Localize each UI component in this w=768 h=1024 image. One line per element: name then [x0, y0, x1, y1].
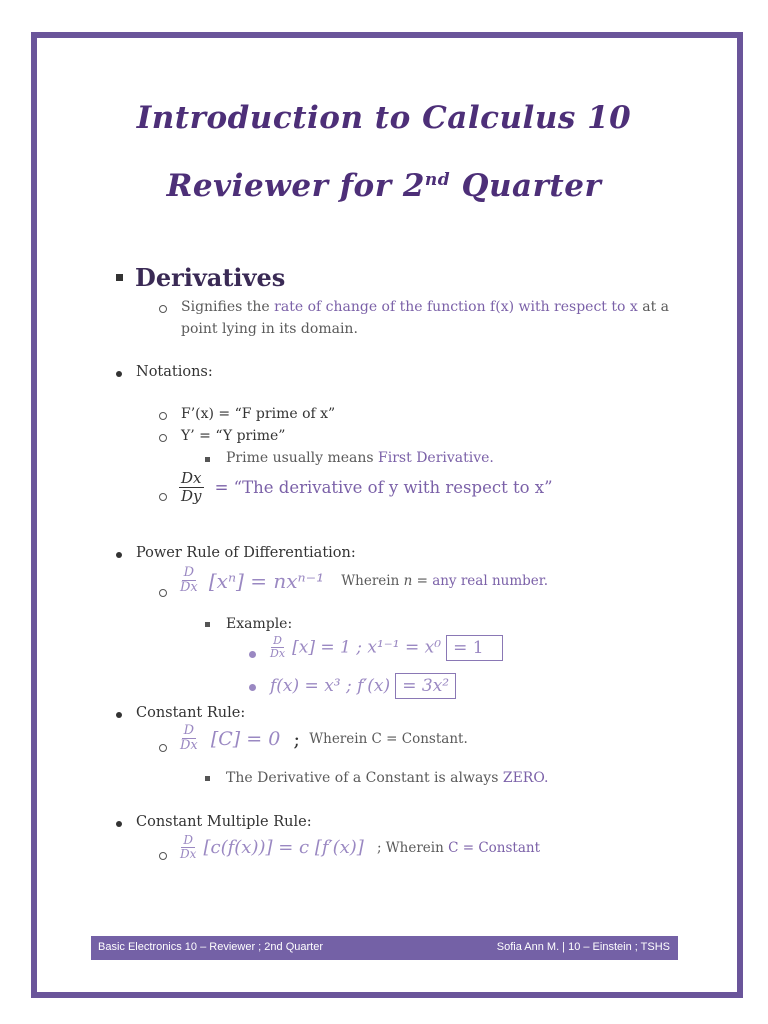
definition-line-1 — [181, 299, 669, 315]
cmult-wherein-post: C = Constant — [448, 839, 540, 856]
example-2 — [270, 676, 456, 696]
leibniz-fraction — [179, 470, 204, 504]
power-formula — [178, 566, 548, 596]
example-1-result: = 1 — [446, 635, 502, 661]
footer-right: Sofia Ann M. | 10 – Einstein ; TSHS — [496, 941, 670, 953]
cmult-formula-bullet — [159, 852, 167, 860]
power-operator-den: Dx — [180, 580, 198, 596]
cmult-formula — [178, 834, 540, 861]
cmult-operator-den: Dx — [180, 847, 197, 862]
footer-left: Basic Electronics 10 – Reviewer ; 2nd Quarter — [98, 941, 323, 953]
constant-formula-bullet — [159, 744, 167, 752]
power-operator-num: D — [183, 565, 195, 580]
power-wherein-pre: Wherein — [341, 572, 404, 589]
definition-bullet — [159, 305, 167, 313]
example-2-formula: f(x) = x³ ; f′(x) — [270, 676, 391, 696]
notation-1-bullet — [159, 412, 167, 420]
power-bullet — [116, 552, 122, 558]
section-heading: Derivatives — [135, 263, 286, 292]
power-wherein-var: n — [403, 572, 413, 589]
definition-pre: Signifies the — [181, 299, 275, 315]
constant-sub-highlight: ZERO. — [502, 770, 549, 786]
constant-semicolon: ; — [293, 726, 301, 751]
power-label: Power Rule of Differentiation: — [136, 545, 356, 561]
example-1-operator-den: Dx — [270, 647, 286, 661]
leibniz-numerator: Dx — [181, 469, 202, 487]
example-label: Example: — [226, 616, 293, 632]
power-wherein-value: any real number. — [432, 572, 549, 589]
leibniz-text: = “The derivative of y with respect to x” — [214, 477, 553, 497]
example-1-operator — [268, 635, 287, 660]
leibniz-bullet — [159, 493, 167, 501]
power-expression: [xⁿ] = nxⁿ⁻¹ — [208, 568, 325, 593]
example-1-formula: [x] = 1 ; x¹⁻¹ = x⁰ — [292, 637, 442, 658]
cmult-wherein — [377, 840, 540, 856]
title-superscript: nd — [424, 170, 451, 190]
notation-2-sub-highlight: First Derivative. — [378, 450, 494, 466]
notation-2-bullet — [159, 434, 167, 442]
power-wherein — [341, 573, 548, 589]
power-wherein-eq: = — [412, 572, 433, 589]
example-1-operator-num: D — [273, 634, 282, 647]
notation-2: Y’ = “Y prime” — [181, 428, 286, 444]
cmult-expression: [c(f(x))] = c [f′(x)] — [203, 837, 364, 859]
constant-operator-den: Dx — [180, 738, 198, 754]
leibniz-denominator: Dy — [181, 486, 202, 505]
notation-1: F’(x) = “F prime of x” — [181, 406, 336, 422]
title-line-1: Introduction to Calculus 10 — [136, 100, 632, 136]
constant-sub — [226, 770, 548, 786]
constant-expression: [C] = 0 — [210, 727, 281, 750]
definition-highlight: rate of change of the function f(x) with respect to x — [274, 299, 638, 315]
title-line-2-post: Quarter — [450, 168, 602, 204]
cmult-bullet — [116, 821, 122, 827]
section-bullet — [116, 274, 123, 281]
power-formula-bullet — [159, 589, 167, 597]
notations-bullet — [116, 371, 122, 377]
cmult-operator-num: D — [183, 833, 193, 847]
power-operator — [178, 566, 200, 596]
cmult-wherein-pre: ; Wherein — [376, 839, 449, 856]
title-line-2-pre: Reviewer for 2 — [166, 168, 425, 204]
constant-wherein: Wherein C = Constant. — [309, 730, 468, 747]
constant-formula — [178, 724, 468, 754]
example-bullet — [205, 622, 210, 627]
footer-bar — [91, 936, 678, 960]
definition-post: at a — [637, 299, 670, 315]
example-1 — [268, 635, 503, 660]
example-2-bullet — [249, 684, 256, 691]
example-1-bullet — [249, 651, 256, 658]
constant-sub-bullet — [205, 776, 210, 781]
cmult-operator — [178, 834, 198, 861]
constant-label: Constant Rule: — [136, 705, 246, 721]
constant-operator-num: D — [183, 723, 195, 738]
constant-bullet — [116, 712, 122, 718]
notation-2-sub-bullet — [205, 457, 210, 462]
constant-sub-pre: The Derivative of a Constant is always — [226, 770, 503, 786]
definition-line-2: point lying in its domain. — [181, 321, 358, 337]
notation-2-sub — [226, 450, 494, 466]
example-2-result: = 3x² — [395, 673, 456, 699]
notations-label: Notations: — [136, 364, 213, 380]
notation-2-sub-pre: Prime usually means — [226, 450, 379, 466]
constant-operator — [178, 724, 200, 754]
leibniz-notation — [179, 470, 553, 504]
cmult-label: Constant Multiple Rule: — [136, 814, 312, 830]
title-line-2 — [0, 168, 768, 204]
